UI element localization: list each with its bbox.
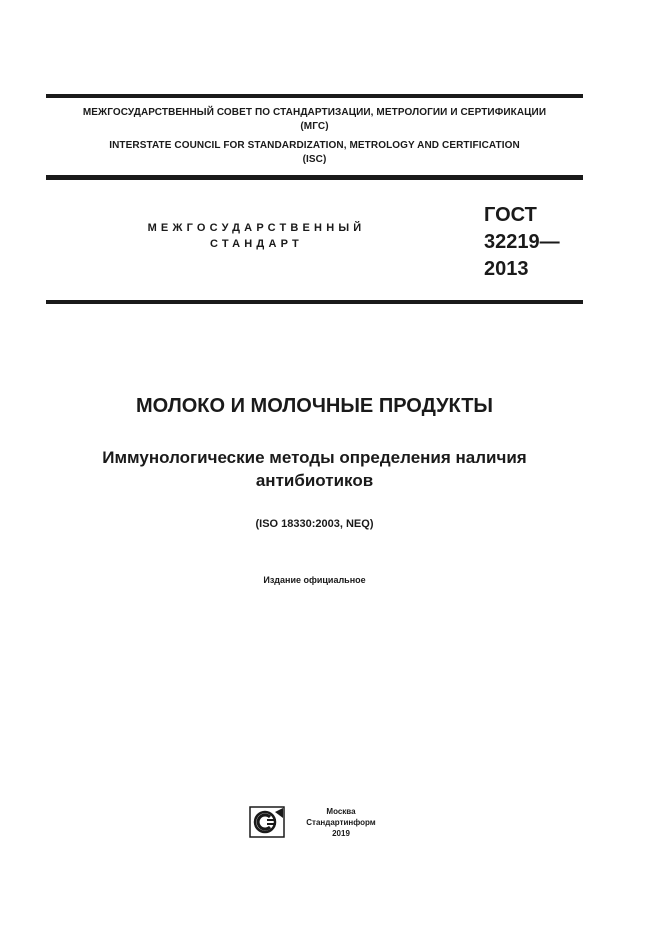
publisher-year: 2019 xyxy=(332,829,350,838)
council-abbr-ru: (МГС) xyxy=(300,121,329,132)
council-name-en xyxy=(46,139,583,167)
standard-type xyxy=(104,220,409,252)
middle-rule xyxy=(46,175,583,180)
standard-type-line2: СТАНДАРТ xyxy=(210,238,303,250)
gost-label: ГОСТ xyxy=(484,204,537,226)
standartinform-logo-icon xyxy=(249,806,285,838)
standard-type-line1: МЕЖГОСУДАРСТВЕННЫЙ xyxy=(147,222,366,234)
edition-note: Издание официальное xyxy=(263,575,366,585)
publisher-name: Стандартинформ xyxy=(306,818,376,827)
publisher-city: Москва xyxy=(326,807,356,816)
bottom-rule xyxy=(46,300,583,304)
document-subtitle-line1: Иммунологические методы определения наличия xyxy=(102,448,527,467)
gost-designation xyxy=(484,202,560,283)
council-name-ru-line1: МЕЖГОСУДАРСТВЕННЫЙ СОВЕТ ПО СТАНДАРТИЗАЦИИ, МЕТРОЛОГИИ И СЕРТИФИКАЦИИ xyxy=(82,107,547,118)
publisher-info xyxy=(296,806,386,839)
council-name-en-line1: INTERSTATE COUNCIL FOR STANDARDIZATION, METROLOGY AND CERTIFICATION xyxy=(109,140,520,151)
document-subtitle xyxy=(46,446,583,492)
iso-reference: (ISO 18330:2003, NEQ) xyxy=(255,518,374,530)
council-abbr-en: (ISC) xyxy=(302,154,327,165)
council-name-ru xyxy=(46,106,583,134)
gost-number: 32219— xyxy=(484,231,560,253)
top-rule xyxy=(46,94,583,98)
gost-year: 2013 xyxy=(484,258,529,280)
document-title: МОЛОКО И МОЛОЧНЫЕ ПРОДУКТЫ xyxy=(135,395,494,417)
document-subtitle-line2: антибиотиков xyxy=(255,471,374,490)
